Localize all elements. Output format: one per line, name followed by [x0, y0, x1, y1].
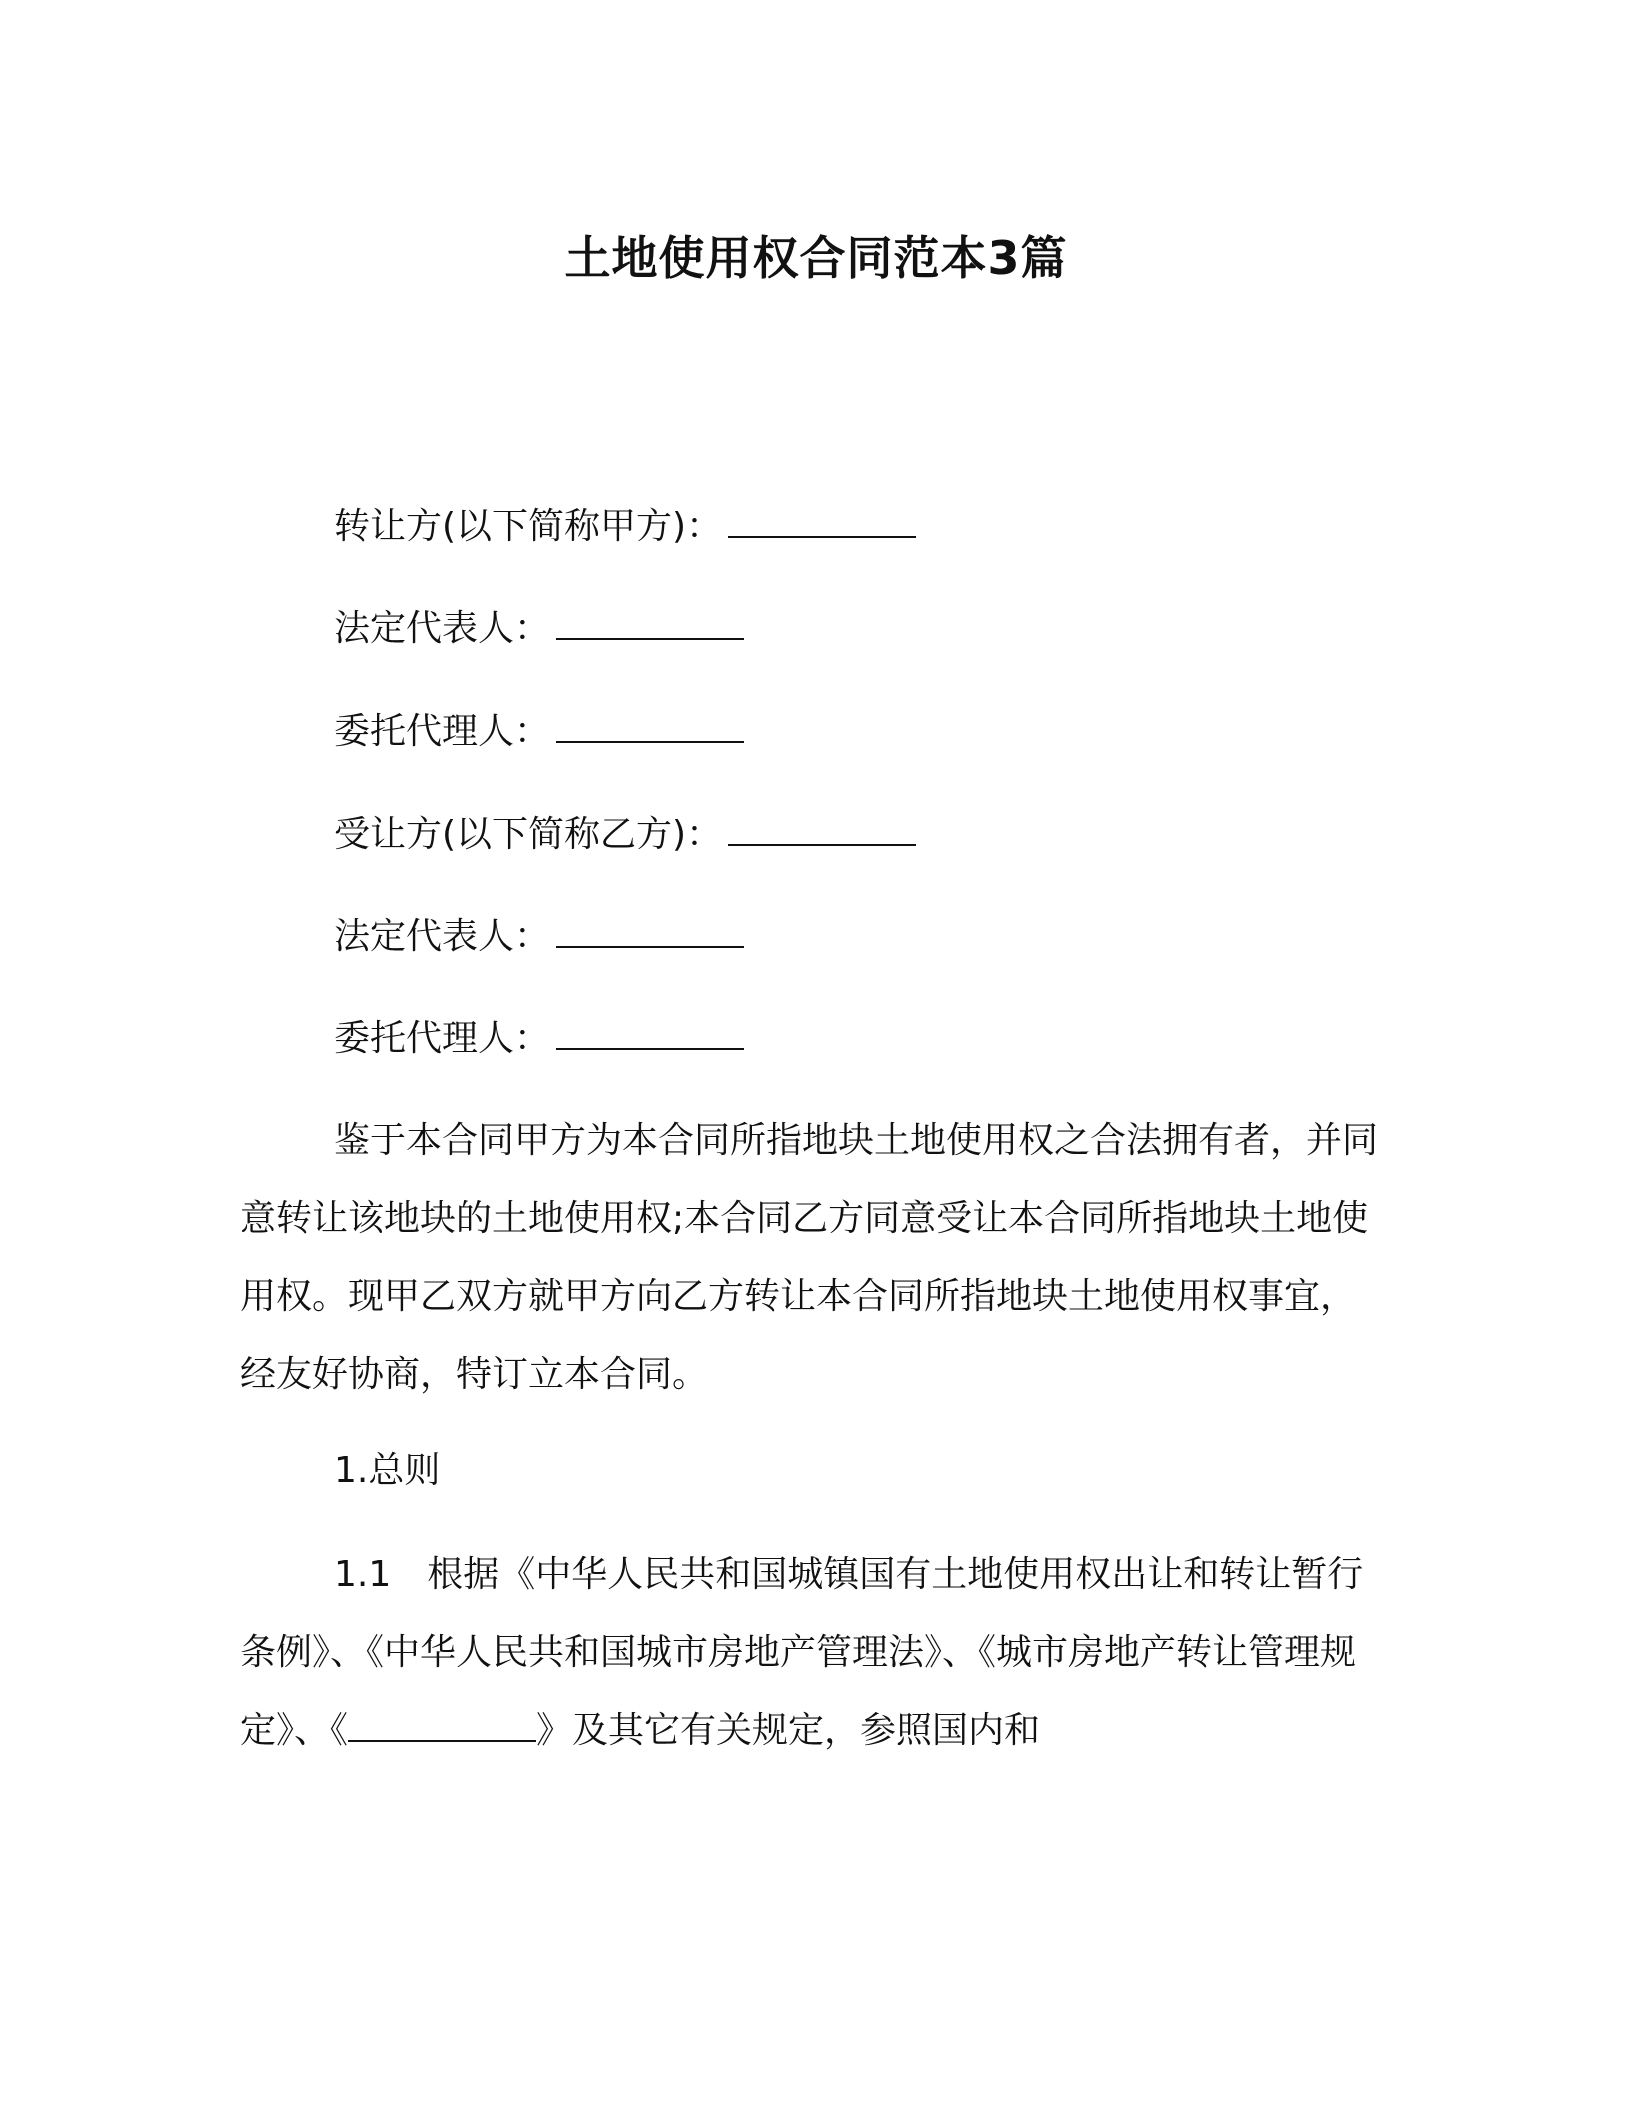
field-label: 受让方(以下简称乙方)：: [334, 814, 723, 855]
clause-number: 1.1: [334, 1554, 392, 1595]
fill-in-blank: [348, 1706, 536, 1742]
transferor-legal-rep-field: [334, 602, 744, 654]
fill-in-blank: [728, 500, 916, 538]
transferee-legal-rep-field: [334, 910, 744, 962]
fill-in-blank: [556, 705, 744, 743]
preamble-text: 鉴于本合同甲方为本合同所指地块土地使用权之合法拥有者，并同意转让该地块的土地使用权;本合同乙方同意受让本合同所指地块土地使用权。现甲乙双方就甲方向乙方转让本合同所指地块土地使用权事宜，经友好协商，特订立本合同。: [240, 1120, 1379, 1395]
transferor-agent-field: [334, 705, 744, 757]
transferee-agent-field: [334, 1012, 744, 1064]
fill-in-blank: [556, 602, 744, 640]
clause-text-before: 根据《中华人民共和国城镇国有土地使用权出让和转让暂行条例》、《中华人民共和国城市房地产管理法》、《城市房地产转让管理规定》、《: [240, 1554, 1364, 1751]
clause-paragraph: [240, 1536, 1380, 1770]
field-label: 法定代表人：: [334, 608, 551, 649]
field-label: 委托代理人：: [334, 1018, 551, 1059]
field-label: 法定代表人：: [334, 916, 551, 957]
preamble-paragraph: [240, 1102, 1380, 1414]
field-label: 委托代理人：: [334, 711, 551, 752]
document-title: 土地使用权合同范本3篇: [564, 231, 1068, 285]
field-label: 转让方(以下简称甲方)：: [334, 506, 723, 547]
transferor-field: [334, 500, 916, 552]
fill-in-blank: [556, 910, 744, 948]
transferee-field: [334, 808, 916, 860]
fill-in-blank: [556, 1012, 744, 1050]
section-heading: 1.总则: [334, 1450, 441, 1491]
fill-in-blank: [728, 808, 916, 846]
clause-text-after: 》及其它有关规定，参照国内和: [536, 1710, 1041, 1751]
